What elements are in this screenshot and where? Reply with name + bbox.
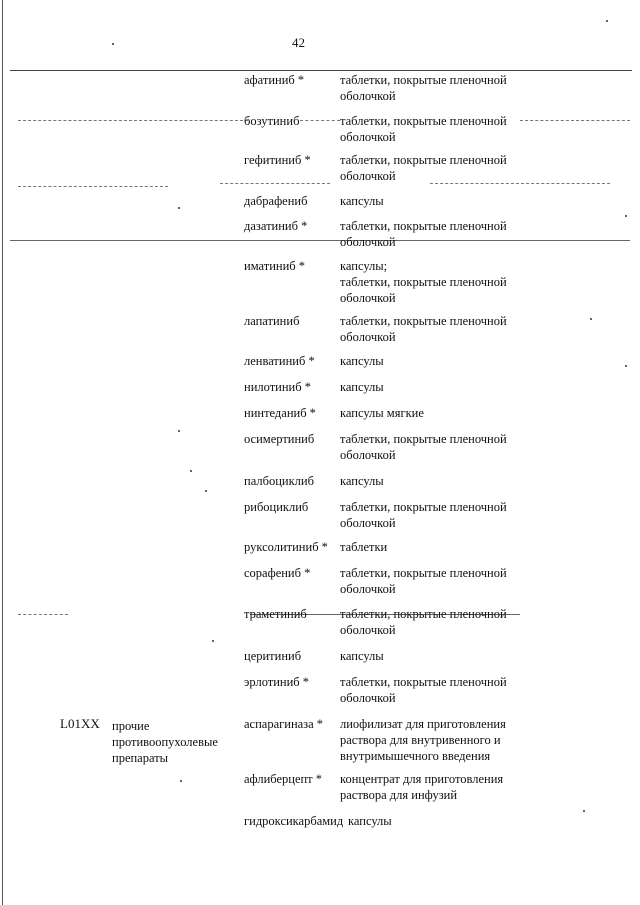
dosage-form <box>340 353 530 369</box>
scan-speck <box>178 207 180 209</box>
dosage-form-line: таблетки, покрытые пленочной <box>340 275 507 289</box>
drug-name: бозутиниб <box>244 114 300 128</box>
dosage-form-line: оболочкой <box>340 330 396 344</box>
dosage-form-line: оболочкой <box>340 582 396 596</box>
dosage-form-line: лиофилизат для приготовления <box>340 717 506 731</box>
scan-artifact-line <box>300 120 340 121</box>
dosage-form <box>340 193 530 209</box>
dosage-form-line: таблетки, покрытые пленочной <box>340 432 507 446</box>
drug-name: аспарагиназа * <box>244 717 324 731</box>
dosage-form-line: капсулы; <box>340 259 388 273</box>
dosage-form-line: оболочкой <box>340 691 396 705</box>
drug-name: нинтеданиб * <box>244 406 316 420</box>
drug-name: нилотиниб * <box>244 380 311 394</box>
dosage-form <box>340 539 530 555</box>
dosage-form <box>340 379 530 395</box>
drug-name: руксолитиниб * <box>244 540 328 554</box>
dosage-form <box>340 473 530 489</box>
scan-speck <box>112 43 114 45</box>
drug-name: афатиниб * <box>244 73 305 87</box>
group-name-line: противоопухолевые <box>112 735 218 749</box>
scan-artifact-line <box>18 186 168 187</box>
dosage-form-line: оболочкой <box>340 235 396 249</box>
drug-name: дабрафениб <box>244 194 308 208</box>
dosage-form-line: капсулы <box>348 814 392 828</box>
dosage-form-line: капсулы <box>340 474 384 488</box>
atc-code: L01XX <box>60 716 100 731</box>
drug-name: гефитиниб * <box>244 153 311 167</box>
drug-name: ленватиниб * <box>244 354 315 368</box>
scan-artifact-line <box>220 183 330 184</box>
drug-name: гидроксикарбамид <box>244 814 344 828</box>
dosage-form-line: таблетки, покрытые пленочной <box>340 675 507 689</box>
dosage-form-line: капсулы <box>340 380 384 394</box>
group-name <box>112 718 242 766</box>
dosage-form <box>340 218 530 250</box>
dosage-form-line: оболочкой <box>340 169 396 183</box>
scan-speck <box>606 20 608 22</box>
drug-name: палбоциклиб <box>244 474 314 488</box>
dosage-form-line: оболочкой <box>340 448 396 462</box>
dosage-form-line: раствора для внутривенного и <box>340 733 501 747</box>
scan-speck <box>212 640 214 642</box>
dosage-form <box>340 258 530 306</box>
scan-speck <box>625 215 627 217</box>
dosage-form-line: таблетки, покрытые пленочной <box>340 73 507 87</box>
scan-speck <box>180 780 182 782</box>
dosage-form-line: оболочкой <box>340 89 396 103</box>
dosage-form <box>340 72 530 104</box>
drug-name: афлиберцепт * <box>244 772 323 786</box>
dosage-form-line: таблетки, покрытые пленочной <box>340 114 507 128</box>
drug-name: траметиниб <box>244 607 307 621</box>
dosage-form-line: оболочкой <box>340 291 396 305</box>
dosage-form-line: оболочкой <box>340 516 396 530</box>
dosage-form <box>348 813 538 829</box>
dosage-form-line: таблетки, покрытые пленочной <box>340 153 507 167</box>
dosage-form-line: таблетки <box>340 540 388 554</box>
scan-speck <box>625 365 627 367</box>
drug-name: осимертиниб <box>244 432 315 446</box>
scan-speck <box>583 810 585 812</box>
scan-speck <box>190 470 192 472</box>
dosage-form <box>340 499 530 531</box>
dosage-form <box>340 565 530 597</box>
dosage-form <box>340 113 530 145</box>
dosage-form <box>340 152 530 184</box>
scan-artifact-line <box>520 120 630 121</box>
dosage-form <box>340 674 530 706</box>
dosage-form-line: капсулы <box>340 354 384 368</box>
page-number: 42 <box>292 35 305 50</box>
scan-artifact-line <box>18 614 68 615</box>
dosage-form <box>340 648 530 664</box>
scan-speck <box>590 318 592 320</box>
dosage-form <box>340 313 530 345</box>
drug-name: иматиниб * <box>244 259 306 273</box>
dosage-form-line: таблетки, покрытые пленочной <box>340 219 507 233</box>
scan-artifact-line <box>18 120 248 121</box>
drug-name: рибоциклиб <box>244 500 309 514</box>
dosage-form-line: капсулы мягкие <box>340 406 424 420</box>
dosage-form <box>340 405 530 421</box>
scan-artifact-rule <box>10 240 630 241</box>
drug-name: сорафениб * <box>244 566 311 580</box>
drug-name: дазатиниб * <box>244 219 308 233</box>
dosage-form-line: оболочкой <box>340 130 396 144</box>
dosage-form <box>340 716 530 764</box>
dosage-form-line: таблетки, покрытые пленочной <box>340 500 507 514</box>
drug-name: церитиниб <box>244 649 302 663</box>
dosage-form-line: таблетки, покрытые пленочной <box>340 607 507 621</box>
dosage-form <box>340 771 530 803</box>
dosage-form-line: капсулы <box>340 649 384 663</box>
group-name-line: прочие <box>112 719 150 733</box>
drug-name: эрлотиниб * <box>244 675 310 689</box>
dosage-form-line: концентрат для приготовления <box>340 772 504 786</box>
left-border <box>2 0 3 905</box>
dosage-form-line: внутримышечного введения <box>340 749 491 763</box>
drug-name: лапатиниб <box>244 314 300 328</box>
dosage-form-line: оболочкой <box>340 623 396 637</box>
dosage-form-line: капсулы <box>340 194 384 208</box>
scan-speck <box>205 490 207 492</box>
dosage-form <box>340 431 530 463</box>
dosage-form-line: таблетки, покрытые пленочной <box>340 314 507 328</box>
dosage-form-line: раствора для инфузий <box>340 788 458 802</box>
group-name-line: препараты <box>112 751 169 765</box>
scan-speck <box>178 430 180 432</box>
dosage-form-line: таблетки, покрытые пленочной <box>340 566 507 580</box>
header-rule <box>10 70 632 71</box>
dosage-form <box>340 606 530 638</box>
